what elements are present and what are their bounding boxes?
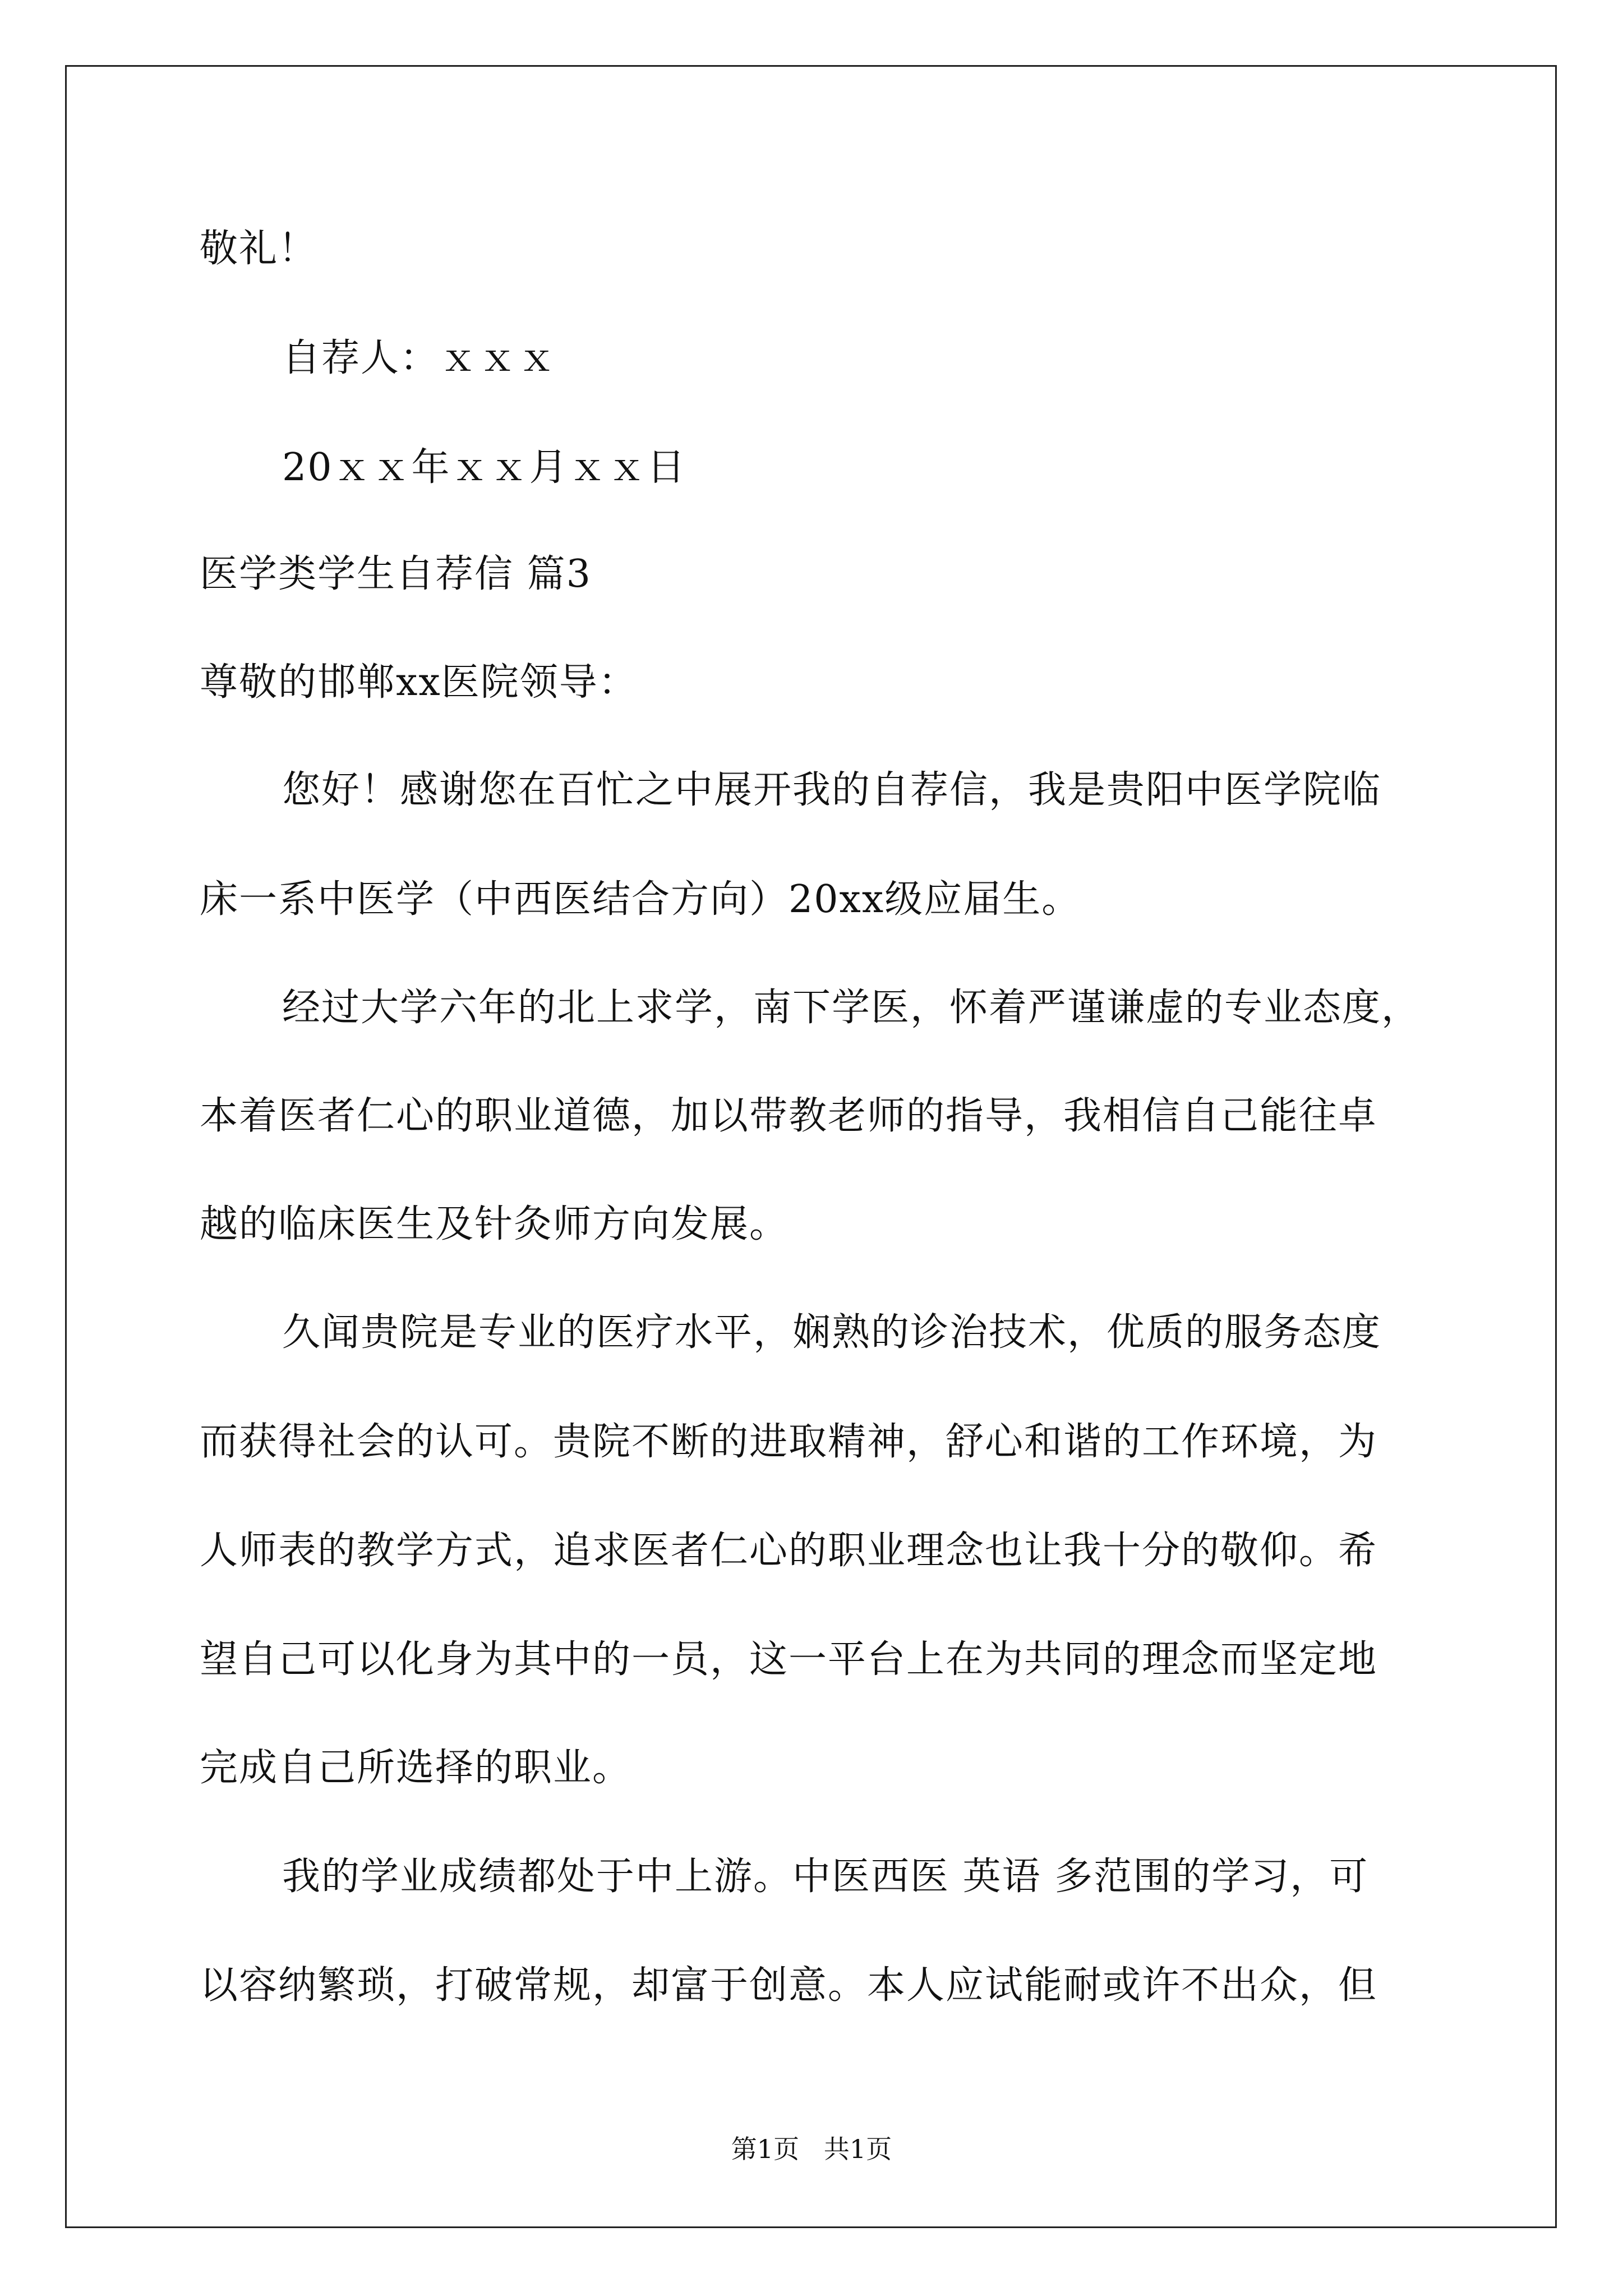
- date-line: 20ｘｘ年ｘｘ月ｘｘ日: [282, 445, 686, 490]
- paragraph-line: 以容纳繁琐，打破常规，却富于创意。本人应试能耐或许不出众，但: [200, 1963, 1378, 2008]
- signature-line: 自荐人：ｘｘｘ: [282, 336, 557, 380]
- page-frame: [65, 65, 1557, 2228]
- closing-salute: 敬礼！: [200, 227, 318, 271]
- paragraph-line: 望自己可以化身为其中的一员，这一平台上在为共同的理念而坚定地: [200, 1637, 1378, 1682]
- paragraph-line: 床一系中医学（中西医结合方向）20xx级应届生。: [200, 877, 1081, 922]
- paragraph-line: 经过大学六年的北上求学，南下学医，怀着严谨谦虚的专业态度，: [282, 986, 1421, 1030]
- paragraph-line: 完成自己所选择的职业。: [200, 1746, 632, 1790]
- paragraph-line: 我的学业成绩都处于中上游。中医西医 英语 多范围的学习，可: [282, 1855, 1369, 1899]
- section-heading: 医学类学生自荐信 篇3: [200, 552, 592, 596]
- paragraph-line: 本着医者仁心的职业道德，加以带教老师的指导，我相信自己能往卓: [200, 1094, 1378, 1138]
- paragraph-line: 而获得社会的认可。贵院不断的进取精神，舒心和谐的工作环境，为: [200, 1420, 1378, 1464]
- page-number-footer: 第1页 共1页: [731, 2134, 892, 2164]
- paragraph-line: 久闻贵院是专业的医疗水平，娴熟的诊治技术，优质的服务态度: [282, 1310, 1382, 1355]
- paragraph-line: 人师表的教学方式，追求医者仁心的职业理念也让我十分的敬仰。希: [200, 1529, 1378, 1573]
- greeting-line: 尊敬的邯郸xx医院领导：: [200, 660, 638, 705]
- paragraph-line: 越的临床医生及针灸师方向发展。: [200, 1202, 789, 1246]
- paragraph-line: 您好！感谢您在百忙之中展开我的自荐信，我是贵阳中医学院临: [282, 768, 1382, 812]
